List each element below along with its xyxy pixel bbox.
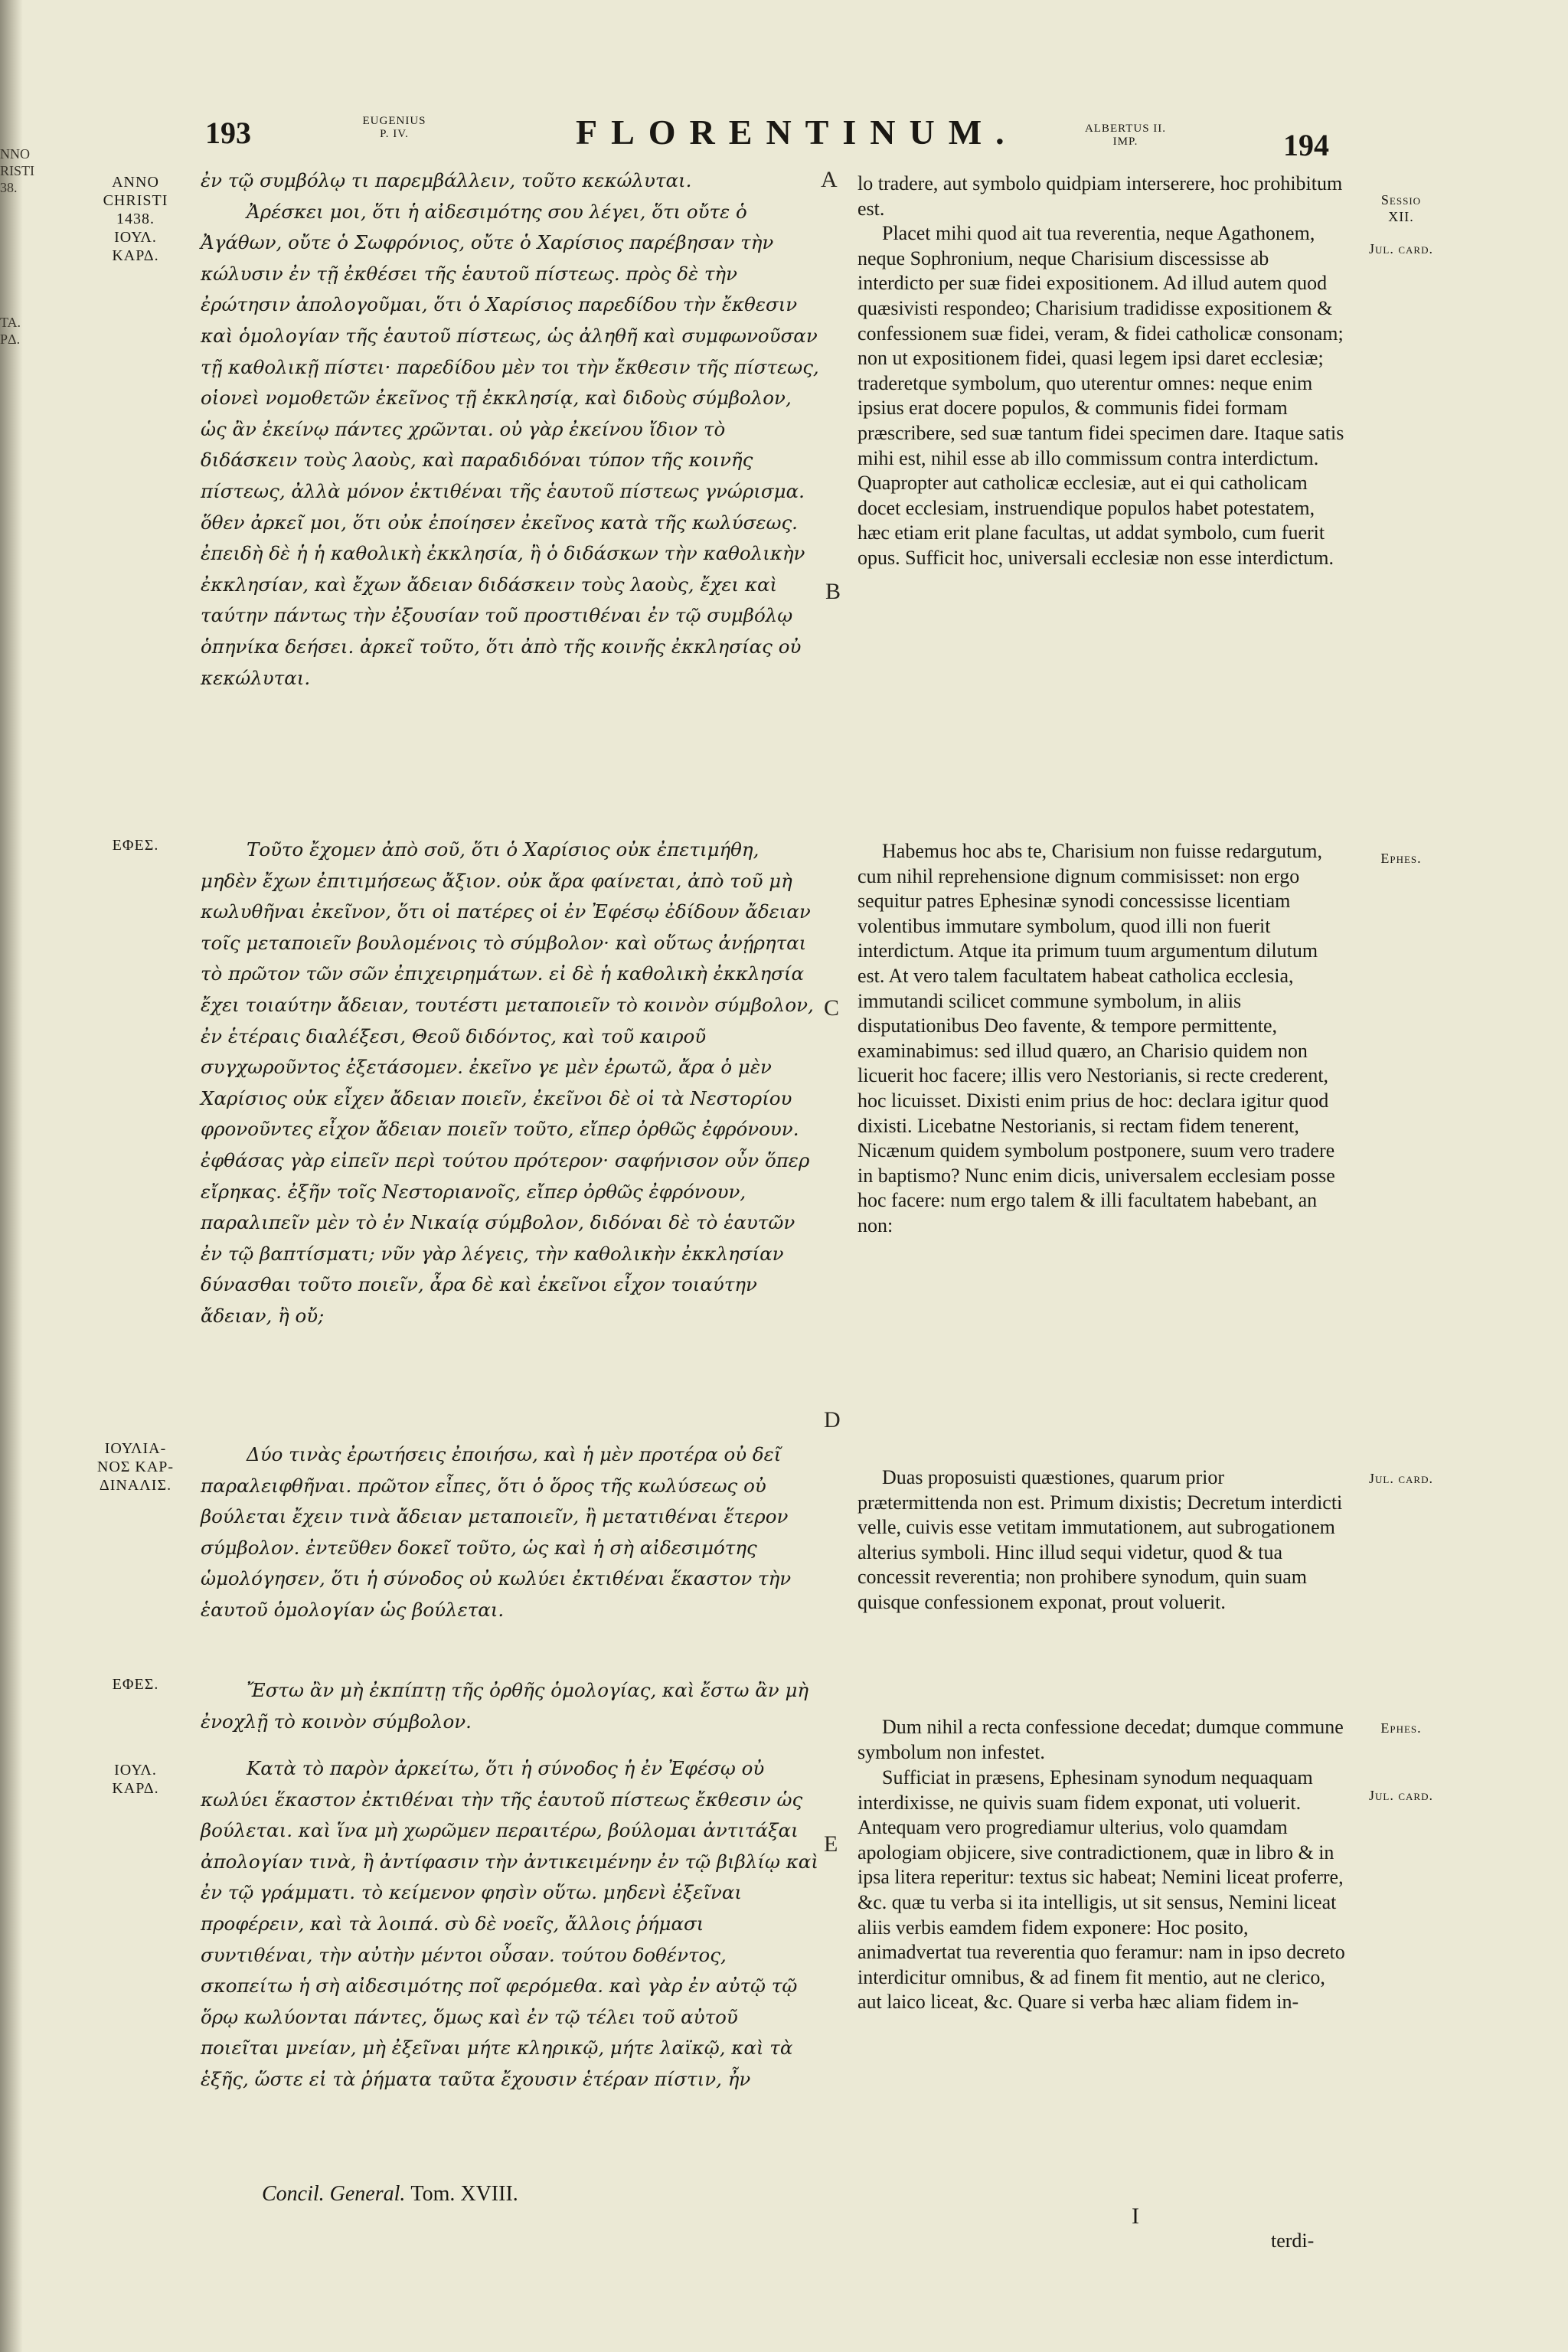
section-marker-a: A [821, 167, 838, 192]
catchword: terdi- [1271, 2230, 1315, 2252]
greek-paragraph: Κατὰ τὸ παρὸν ἀρκείτω, ὅτι ἡ σύνοδος ἡ ἐν Ἐφέσῳ οὐ κωλύει ἕκαστον ἐκτιθέναι τὴν τῆς ἑαυτοῦ πίστεως ἔκθεσιν ὡς βούλεται. καὶ ἵνα μὴ χωρῶμεν περαιτέρω, βούλομαι ἀντιτάξαι ἀπολογίαν τινὰ, ἢ ἀντίφασιν τὴν ἀντικειμένην ἐν τῷ βιβλίῳ καὶ ἐν τῷ γράμματι. τὸ κείμενον φησὶν οὕτω. μηδενὶ ἐξεῖναι προφέρειν, καὶ τὰ λοιπά. σὺ δὲ νοεῖς, ἄλλοις ῥήμασι συντιθέναι, τὴν αὐτὴν μέντοι οὖσαν. τούτου δοθέντος, σκοπείτω ἡ σὴ αἰδεσιμότης ποῖ φερόμεθα. καὶ γὰρ ἐν αὐτῷ τῷ ὅρῳ κωλύονται πάντες, ὅμως καὶ ἐν τῷ τέλει τοῦ αὐτοῦ ποιεῖται μνείαν, μὴ ἐξεῖναι μήτε κληρικῷ, μήτε λαϊκῷ, καὶ τὰ ἑξῆς, ὥστε εἰ τὰ ῥήματα ταῦτα ἔχουσιν ἑτέραν πίστιν, ἦν [201, 1757, 818, 2090]
margin-note-ephes: ΕΦΕΣ. [112, 837, 159, 854]
latin-paragraph: Dum nihil a recta confessione decedat; dumque commune symbolum non infestet. [858, 1716, 1344, 1763]
greek-paragraph: Ἀρέσκει μοι, ὅτι ἡ αἰδεσιμότης σου λέγει, ὅτι οὔτε ὁ Ἀγάθων, οὔτε ὁ Σωφρόνιος, οὔτε ὁ Χαρίσιος παρέβησαν τὴν κώλυσιν ἐν τῇ ἐκθέσει τῆς ἑαυτοῦ πίστεως. πρὸς δὲ τὴν ἐρώτησιν ἀπολογοῦμαι, ὅτι ὁ Χαρίσιος παρεδίδου τὴν ἔκθεσιν καὶ ὁμολογίαν τῆς ἑαυτοῦ πίστεως, ὡς ἀληθῆ καὶ συμφωνοῦσαν τῇ καθολικῇ πίστει· παρεδίδου μὲν τοι τὴν ἔκθεσιν τῆς πίστεως, οἱονεὶ νομοθετῶν ἐκεῖνος τῇ ἐκκλησίᾳ, καὶ διδοὺς σύμβολον, ὡς ἂν ἐκείνῳ πάντες χρῶνται. οὐ γὰρ ἐκείνου ἴδιον τὸ διδάσκειν τοὺς λαοὺς, καὶ παραδιδόναι τύπον τῆς κοινῆς πίστεως, ἀλλὰ μόνον ἐκτιθέναι τῆς ἑαυτοῦ πίστεως γνώρισμα. ὅθεν ἀρκεῖ μοι, ὅτι οὐκ ἐποίησεν ἐκεῖνος κατὰ τῆς κωλύσεως. ἐπειδὴ δὲ ἡ ἡ καθολικὴ ἐκκλησία, ἢ ὁ διδάσκων τὴν καθολικὴν ἐκκλησίαν, καὶ ἔχων ἄδειαν διδάσκειν τοὺς λαοὺς, ἔχει καὶ ταύτην πάντως τὴν ἐξουσίαν τοῦ προστιθέναι ἐν τῷ συμβόλῳ ὁπηνίκα δεήσει. ἀρκεῖ τοῦτο, ὅτι ἀπὸ τῆς κοινῆς ἐκκλησίας οὐ κεκώλυται. [201, 200, 819, 689]
margin-note-ephes: ΕΦΕΣ. [112, 1676, 159, 1693]
left-page-number: 193 [205, 116, 251, 150]
greek-column [201, 165, 821, 694]
greek-paragraph: Ἔστω ἂν μὴ ἐκπίπτῃ τῆς ὀρθῆς ὁμολογίας, καὶ ἔστω ἂν μὴ ἐνοχλῇ τὸ κοινὸν σύμβολον. [201, 1679, 809, 1733]
right-running-head: ALBERTUS II. IMP. [1084, 122, 1167, 148]
latin-paragraph: Placet mihi quod ait tua reverentia, neque Agathonem, neque Sophronium, neque Charisium discessisse ab interdicto per suæ fidei expositionem. Ad illud autem quod quæsivisti respondeo; Charisium tradidisse expositionem & confessionem suæ fidei, veram, & fidei catholicæ consonam; non ut expositionem fidei, quasi legem ipsi daret ecclesiæ; traderetque symbolum, quo uterentur omnes: neque enim ipsius erat docere populos, & communis fidei formam præscribere, sed suæ tantum fidei specimen dare. Itaque satis mihi est, nihil esse ab illo commissum contra interdictum. Quapropter aut catholicæ ecclesiæ, aut ei qui catholicam docet ecclesiam, instruendique populos habet potestatem, hæc etiam erit plane facultas, ut addat symbolo, cum fuerit opus. Sufficit hoc, universali ecclesiæ non esse interdictum. [858, 222, 1344, 569]
latin-paragraph: Duas proposuisti quæstiones, quarum prior prætermittenda non est. Primum dixistis; Decretum interdicti velle, cuivis esse vetitam immutationem, aut subrogationem alterius symboli. Hinc illud sequi videtur, quod & tua concessit reverentia; non prohibere synodum, quin suam quisque confessionem exponat, prout voluerit. [858, 1466, 1343, 1613]
footer-tome: Tom. XVIII. [410, 2182, 518, 2206]
latin-column [858, 172, 1348, 571]
footer-signature-text: Concil. General. [262, 2182, 406, 2206]
latin-paragraph: Sufficiat in præsens, Ephesinam synodum nequaquam interdixisse, ne quivis suam fidem exponat, uti voluerit. Antequam vero progrediamur ulterius, volo quamdam apologiam objicere, sive contradictionem, quæ in libro & in ipsa litera reperitur: textus sic habeat; Nemini liceat proferre, &c. quæ tu verba si ita intelligis, ut sit sensus, Nemini liceat aliis verbis eamdem fidem exponere: Hoc posito, animadvertat tua reverentia quo feramur: nam in ipso decreto interdicitur omnibus, & ad finem fit mentio, aut ne clerico, aut laico liceat, &c. Quare si verba hæc aliam fidem in- [858, 1766, 1345, 2014]
section-marker-c: C [824, 995, 840, 1021]
footer-signature [262, 2182, 518, 2207]
margin-note-sessio: Sessio XII. [1380, 192, 1422, 224]
latin-paragraph: Habemus hoc abs te, Charisium non fuisse redargutum, cum nihil reprehensione dignum commisisset: non ergo sequitur patres Ephesinæ synodi concessisse licentiam volentibus immutare symbolum, quod illi non fuerit interdictum. Atque ita primum tuum argumentum dilutum est. At vero talem facultatem habeat catholica ecclesia, immutandi scilicet commune symbolum, in aliis disputationibus Deo favente, & tempore permittente, examinabimus: sed illud quæro, an Charisio quidem non licuerit hoc facere; illis vero Nestorianis, si recte crederent, hoc licuisset. Dixisti enim prius de hoc: declara igitur quod dixisti. Licebatne Nestorianis, si rectam fidem tenerent, Nicænum quidem symbolum postponere, suum vero tradere in baptismo? Nunc enim dicis, universalem ecclesiam posse hoc facere: num ergo talem & illi facultatem habebant, an non: [858, 840, 1335, 1236]
margin-note-anno-christi: ANNO CHRISTI 1438. ΙΟΥΛ. ΚΑΡΔ. [103, 174, 168, 264]
greek-paragraph: Δύο τινὰς ἐρωτήσεις ἐποιήσω, καὶ ἡ μὲν προτέρα οὐ δεῖ παραλειφθῆναι. πρῶτον εἶπες, ὅτι ὁ ὅρος τῆς κωλύσεως οὐ βούλεται ἔχειν τινὰ ἄδειαν μεταποιεῖν, ἢ μετατιθέναι ἕτερον σύμβολον. ἐντεῦθεν δοκεῖ τοῦτο, ὡς καὶ ἡ σὴ αἰδεσιμότης ὡμολόγησεν, ὅτι ἡ σύνοδος οὐ κωλύει ἐκτιθέναι ἕκαστον τὴν ἑαυτοῦ ὁμολογίαν ὡς βούλεται. [201, 1443, 792, 1621]
previous-page-margin: NNO RISTI 38. TA. PΔ. [0, 146, 34, 347]
greek-paragraph: ἐν τῷ συμβόλῳ τι παρεμβάλλειν, τοῦτο κεκώλυται. [201, 169, 692, 191]
margin-note-jul-card: Jul. card. [1369, 241, 1433, 256]
latin-paragraph: lo tradere, aut symbolo quidpiam interserere, hoc prohibitum est. [858, 172, 1343, 220]
page-gutter [0, 0, 34, 2352]
margin-note-jul-card: ΙΟΥΛ. ΚΑΡΔ. [112, 1762, 159, 1797]
section-marker-e: E [824, 1831, 838, 1857]
page-title: FLORENTINUM. [576, 113, 1018, 152]
margin-note-jul-card: Jul. card. [1369, 1471, 1433, 1486]
left-running-head: EUGENIUS P. IV. [362, 115, 426, 140]
margin-note-jul-card: Jul. card. [1369, 1788, 1433, 1803]
margin-note-ephes: Ephes. [1380, 851, 1422, 866]
right-page-number: 194 [1283, 128, 1329, 162]
greek-paragraph: Τοῦτο ἔχομεν ἀπὸ σοῦ, ὅτι ὁ Χαρίσιος οὐκ ἐπετιμήθη, μηδὲν ἔχων ἐπιτιμήσεως ἄξιον. οὐκ ἄρα φαίνεται, ἀπὸ τοῦ μὴ κωλυθῆναι ἐκεῖνον, ὅτι οἱ πατέρες οἱ ἐν Ἐφέσῳ ἐδίδουν ἄδειαν τοῖς μεταποιεῖν βουλομένοις τὸ σύμβολον· καὶ οὕτως ἀνῄρηται τὸ πρῶτον τῶν σῶν ἐπιχειρημάτων. εἰ δὲ ἡ καθολικὴ ἐκκλησία ἔχει τοιαύτην ἄδειαν, τουτέστι μεταποιεῖν τὸ κοινὸν σύμβολον, ἐν ἑτέραις διαλέξεσι, Θεοῦ διδόντος, καὶ τοῦ καιροῦ συγχωροῦντος ἐξετάσομεν. ἐκεῖνο γε μὲν ἐρωτῶ, ἄρα ὁ μὲν Χαρίσιος οὐκ εἶχεν ἄδειαν ποιεῖν, ἐκεῖνοι δὲ οἱ τὰ Νεστορίου φρονοῦντες εἶχον ἄδειαν ποιεῖν τοῦτο, εἴπερ ὀρθῶς ἐφρόνουν. ἐφθάσας γὰρ εἰπεῖν περὶ τούτου πρότερον· σαφήνισον οὖν ὅπερ εἴρηκας. ἐξῆν τοῖς Νεστοριανοῖς, εἴπερ ὀρθῶς ἐφρόνουν, παραλιπεῖν μὲν τὸ ἐν Νικαίᾳ σύμβολον, διδόναι δὲ τὸ ἑαυτῶν ἐν τῷ βαπτίσματι; νῦν γὰρ λέγεις, τὴν καθολικὴν ἐκκλησίαν δύνασθαι τοῦτο ποιεῖν, ἆρα δὲ καὶ ἐκεῖνοι εἶχον τοιαύτην ἄδειαν, ἢ οὔ; [201, 838, 814, 1327]
margin-note-ephes: Ephes. [1380, 1720, 1422, 1736]
section-marker-b: B [825, 579, 841, 604]
margin-note-julianus: ΙΟΥΛΙΑ- ΝΟΣ ΚΑΡ- ΔΙΝΑΛΙΣ. [96, 1440, 175, 1494]
signature-mark: I [1132, 2203, 1139, 2229]
section-marker-d: D [824, 1407, 841, 1432]
